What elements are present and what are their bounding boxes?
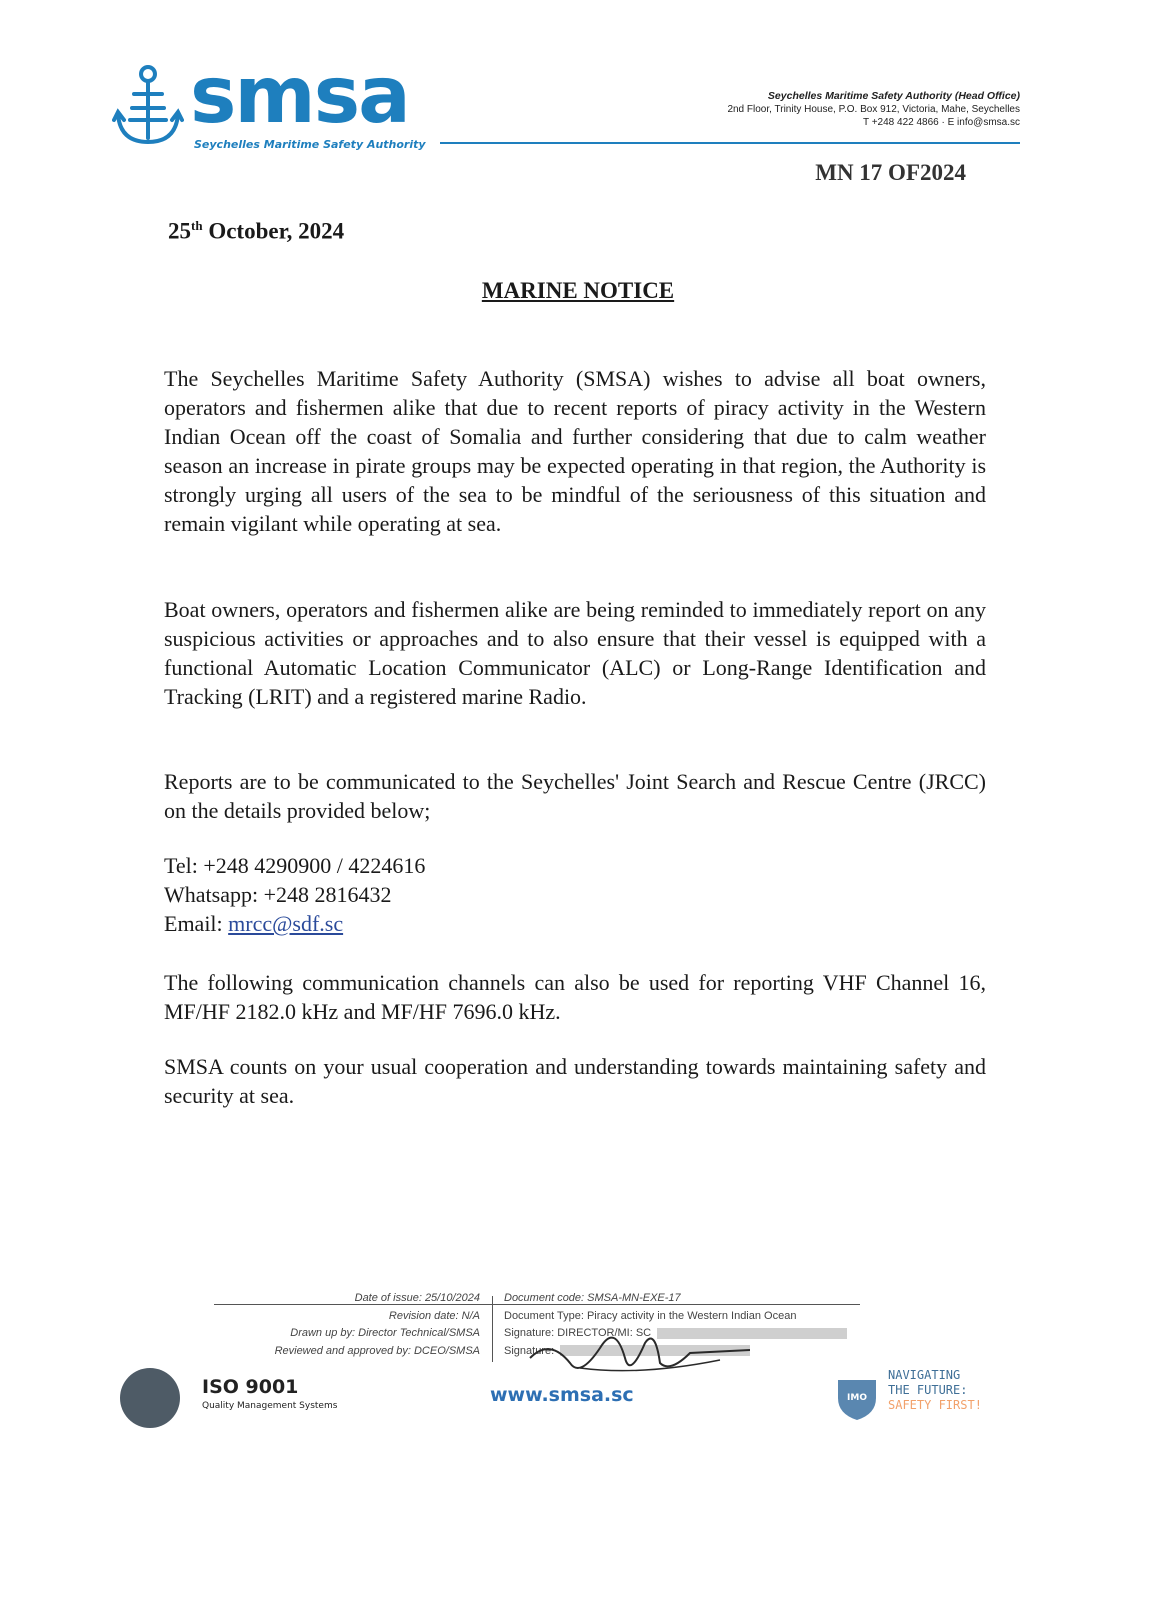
logo-wordmark: smsa (190, 51, 409, 141)
revision-date: Revision date: N/A (388, 1309, 480, 1322)
paragraph-channels: The following communication channels can also be used for reporting VHF Channel 16, MF/HF 2182.0 kHz and MF/HF 7696.0 kHz. (164, 970, 986, 1024)
imo-label: IMO (847, 1393, 867, 1403)
header-divider (440, 142, 1020, 144)
contact-tel: Tel: +248 4290900 / 4224616 (164, 853, 426, 878)
imo-shield-icon (834, 1376, 880, 1422)
document-code: Document code: SMSA-MN-EXE-17 (504, 1292, 681, 1304)
notice-date (168, 218, 344, 245)
paragraph-advisory: The Seychelles Maritime Safety Authority (SMSA) wishes to advise all boat owners, operators and fishermen alike that due to recent reports of piracy activity in the Western Indian Ocean off the coast of Somalia and further considering that due to calm weather season an increase in pirate groups may be expected operating in that region, the Authority is strongly urging all users of the sea to be mindful of the seriousness of this situation and remain vigilant while operating at sea. (164, 366, 986, 536)
iso-title: ISO 9001 (202, 1376, 299, 1398)
handwritten-signature-icon (520, 1318, 750, 1388)
logo-subtitle: Seychelles Maritime Safety Authority (194, 138, 426, 151)
slogan-line-2: THE FUTURE: (888, 1383, 968, 1397)
slogan (888, 1368, 982, 1413)
email-link[interactable]: mrcc@sdf.sc (228, 911, 344, 936)
office-address: 2nd Floor, Trinity House, P.O. Box 912, Victoria, Mahe, Seychelles (727, 104, 1020, 115)
date-of-issue: Date of issue: 25/10/2024 (354, 1292, 480, 1304)
paragraph-reminder: Boat owners, operators and fishermen alike are being reminded to immediately report on any suspicious activities or approaches and to also ensure that their vessel is equipped with a functional Automatic Location Communicator (ALC) or Long-Range Identification and Tracking (LRIT) and a registered marine Radio. (164, 597, 986, 709)
date-day: 25 (168, 218, 191, 244)
date-suffix: th (191, 218, 203, 233)
slogan-line-3: SAFETY FIRST! (888, 1398, 982, 1412)
paragraph-closing: SMSA counts on your usual cooperation and understanding towards maintaining safety and security at sea. (164, 1054, 986, 1108)
notice-number: MN 17 OF2024 (815, 160, 966, 185)
office-name: Seychelles Maritime Safety Authority (Head Office) (767, 90, 1020, 102)
contact-email (164, 909, 986, 938)
date-rest: October, 2024 (202, 218, 345, 244)
slogan-line-1: NAVIGATING (888, 1368, 961, 1382)
document-control-left (275, 1290, 480, 1360)
reviewed-by: Reviewed and approved by: DCEO/SMSA (274, 1344, 480, 1357)
contact-details (164, 851, 986, 938)
office-contact: T +248 422 4866 · E info@smsa.sc (863, 117, 1020, 128)
page-title: MARINE NOTICE (481, 278, 675, 303)
head-office-block (727, 90, 1020, 129)
iso-badge-icon (120, 1368, 180, 1428)
contact-whatsapp: Whatsapp: +248 2816432 (164, 882, 392, 907)
document-type: Document Type: Piracy activity in the Western Indian Ocean (504, 1309, 797, 1322)
anchor-logo-icon (112, 64, 184, 150)
signature-line-1-text: Signature: DIRECTOR/MI: SC (504, 1327, 652, 1339)
email-label: Email: (164, 911, 229, 936)
footer-divider-vertical (492, 1296, 493, 1362)
drawn-up-by: Drawn up by: Director Technical/SMSA (290, 1327, 480, 1339)
signature-line-2-text: Signature: (504, 1344, 555, 1357)
paragraph-reporting: Reports are to be communicated to the Seychelles' Joint Search and Rescue Centre (JRCC) on the details provided below; (164, 769, 986, 823)
website-link[interactable]: www.smsa.sc (490, 1384, 634, 1406)
iso-subtitle: Quality Management Systems (202, 1401, 338, 1411)
